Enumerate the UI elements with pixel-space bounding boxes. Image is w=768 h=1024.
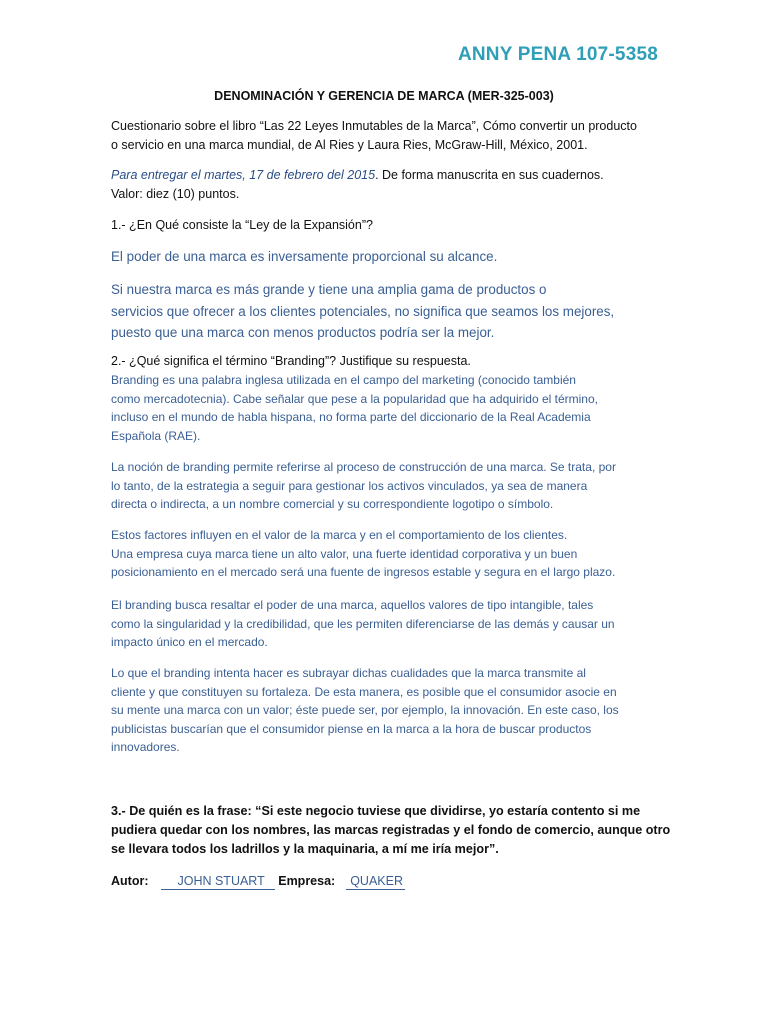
company-value: QUAKER [346, 873, 405, 890]
answer-line: La noción de branding permite referirse al proceso de construcción de una marca. Se trata, por [111, 460, 616, 474]
question-3-line: 3.- De quién es la frase: “Si este negocio tuviese que dividirse, yo estaría contento si me [111, 804, 641, 818]
q2-answer-paragraph-2 [111, 458, 671, 514]
answer-line: impacto único en el mercado. [111, 635, 268, 650]
author-value: JOHN STUART [161, 873, 274, 890]
answer-line: publicistas buscarían que el consumidor piense en la marca a la hora de buscar productos [111, 721, 592, 736]
question-3-line: pudiera quedar con los nombres, las marcas registradas y el fondo de comercio, aunque otro [111, 822, 671, 837]
answer-line: posicionamiento en el mercado será una fuente de ingresos estable y segura en el largo plazo. [111, 565, 616, 580]
intro-line: o servicio en una marca mundial, de Al Ries y Laura Ries, McGraw-Hill, México, 2001. [111, 137, 588, 152]
answer-line: Estos factores influyen en el valor de la marca y en el comportamiento de los clientes. [111, 528, 568, 542]
answer-line: directa o indirecta, a un nombre comercial y su correspondiente logotipo o símbolo. [111, 497, 554, 512]
answer-line: puesto que una marca con menos productos podría ser la mejor. [111, 325, 495, 340]
question-1: 1.- ¿En Qué consiste la “Ley de la Expansión”? [111, 218, 373, 232]
due-deadline: Para entregar el martes, 17 de febrero del 2015 [111, 168, 376, 182]
answer-line: lo tanto, de la estrategia a seguir para gestionar los activos vinculados, ya sea de manera [111, 478, 588, 493]
answer-line: como mercadotecnia). Cabe señalar que pese a la popularidad que ha adquirido el término, [111, 391, 598, 406]
answer-line: Lo que el branding intenta hacer es subrayar dichas cualidades que la marca transmite al [111, 666, 586, 680]
due-date-line [111, 166, 671, 185]
question-3-line: se llevara todos los ladrillos y la maquinaria, a mí me iría mejor”. [111, 841, 499, 856]
intro-line: Cuestionario sobre el libro “Las 22 Leyes Inmutables de la Marca”, Cómo convertir un producto [111, 119, 637, 133]
answer-line: Branding es una palabra inglesa utilizada en el campo del marketing (conocido también [111, 373, 576, 387]
company-label: Empresa: [278, 874, 336, 888]
value-line: Valor: diez (10) puntos. [111, 186, 240, 201]
answer-line: Una empresa cuya marca tiene un alto valor, una fuerte identidad corporativa y un buen [111, 546, 578, 561]
q2-answer-paragraph-4 [111, 596, 671, 652]
answer-line: su mente una marca con un valor; éste puede ser, por ejemplo, la innovación. En este caso, los [111, 703, 619, 718]
answer-line: incluso en el mundo de habla hispana, no forma parte del diccionario de la Real Academia [111, 410, 591, 425]
author-label: Autor: [111, 874, 149, 888]
due-rest: . De forma manuscrita en sus cuadernos. [375, 168, 604, 182]
answer-line: como la singularidad y la credibilidad, que les permiten diferenciarse de las demás y causar un [111, 616, 615, 631]
author-company-line [111, 872, 671, 891]
answer-line: Si nuestra marca es más grande y tiene una amplia gama de productos o [111, 282, 547, 297]
question-3 [111, 802, 671, 858]
q2-answer-paragraph-3 [111, 526, 671, 582]
q1-answer-paragraph-2 [111, 279, 671, 344]
answer-line: cliente y que constituyen su fortaleza. De esta manera, es posible que el consumidor asocie en [111, 684, 617, 699]
q1-answer-paragraph-1: El poder de una marca es inversamente proporcional su alcance. [111, 249, 498, 264]
answer-line: El branding busca resaltar el poder de una marca, aquellos valores de tipo intangible, tales [111, 598, 594, 612]
document-title: DENOMINACIÓN Y GERENCIA DE MARCA (MER-325-003) [214, 89, 554, 103]
student-name-header: ANNY PENA 107-5358 [457, 44, 658, 65]
due-date-paragraph [111, 166, 671, 203]
answer-line: servicios que ofrecer a los clientes potenciales, no significa que seamos los mejores, [111, 303, 615, 319]
answer-line: Española (RAE). [111, 428, 201, 443]
q2-answer-paragraph-5 [111, 664, 671, 757]
q2-answer-paragraph-1 [111, 371, 671, 445]
answer-line: innovadores. [111, 740, 180, 755]
intro-paragraph [111, 117, 671, 154]
question-2: 2.- ¿Qué significa el término “Branding”? Justifique su respuesta. [111, 354, 471, 368]
